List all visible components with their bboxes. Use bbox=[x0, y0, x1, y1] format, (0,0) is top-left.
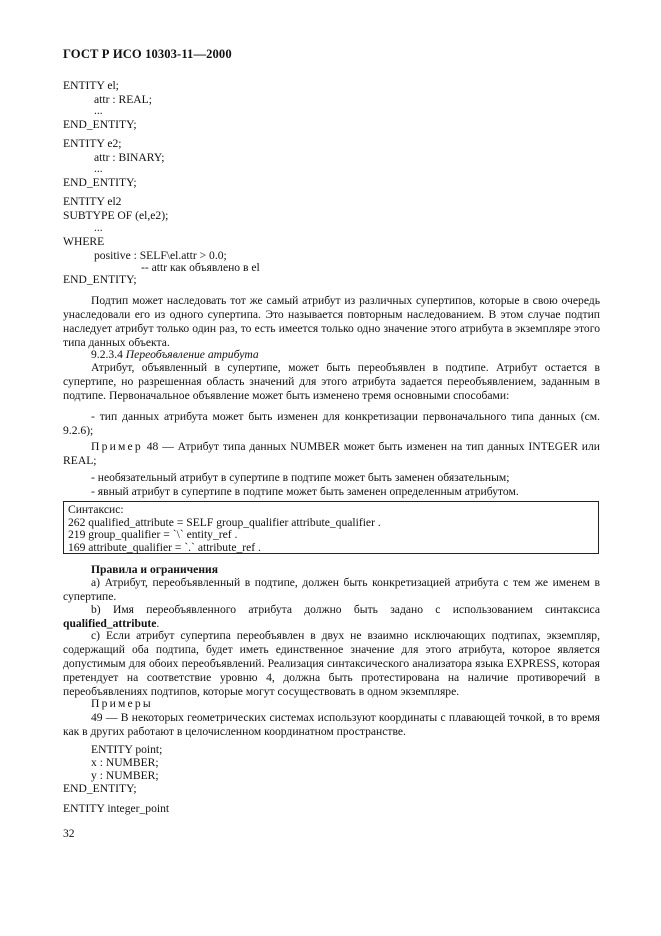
rules-heading: Правила и ограничения bbox=[91, 563, 218, 576]
document-header: ГОСТ Р ИСО 10303-11—2000 bbox=[63, 47, 232, 61]
code-line: WHERE bbox=[63, 235, 105, 248]
example-49: 49 — В некоторых геометрических системах используют координаты с плавающей точкой, в то время как в других работают в целочисленном координатном пространстве. bbox=[63, 711, 600, 738]
paragraph: Подтип может наследовать тот же самый атрибут из различных супертипов, которые в свою очередь унаследовали его из одного супертипа. Это называется повторным наследованием. В этом случае подтип наследует атрибут только один раз, то есть имеется только одно значение этого атрибута в экземпляре этого типа данных объекта. bbox=[63, 294, 600, 349]
code-line: END_ENTITY; bbox=[63, 118, 137, 131]
rule-b bbox=[63, 603, 600, 631]
examples-label: Примеры bbox=[91, 697, 153, 710]
code-line: ... bbox=[94, 162, 103, 175]
paragraph: Атрибут, объявленный в супертипе, может быть переобъявлен в подтипе. Атрибут остается в супертипе, но разрешенная область значений для этого атрибута задается переобъявлением, заданным в подтипе. Первоначальное объявление может быть изменено тремя основными способами: bbox=[63, 361, 600, 402]
section-heading bbox=[91, 348, 259, 362]
rule-b-keyword: qualified_attribute bbox=[63, 617, 157, 630]
example-text: 48 — Атрибут типа данных NUMBER может быть изменен на тип данных INTEGER или REAL; bbox=[63, 440, 600, 467]
code-line: ENTITY point; bbox=[91, 743, 163, 756]
code-line: attr : BINARY; bbox=[94, 151, 165, 164]
rule-c: c) Если атрибут супертипа переобъявлен в двух не взаимно исключающих подтипах, экземпляр, содержащий оба подтипа, будет иметь единственное значение для этого атрибута, которое является допустимым для обоих переобъявлений. Реализация синтаксического анализатора языка EXPRESS, которая претендует на соответствие уровню 4, должна быть протестирована на наличие противоречий в переобъявлениях подтипов, которые могут сосуществовать в одном экземпляре. bbox=[63, 629, 600, 698]
section-number: 9.2.3.4 bbox=[91, 348, 123, 361]
example-48 bbox=[63, 440, 600, 468]
section-title: Переобъявление атрибута bbox=[125, 348, 259, 361]
code-line: x : NUMBER; bbox=[91, 756, 159, 769]
syntax-rule: 262 qualified_attribute = SELF group_qualifier attribute_qualifier . bbox=[68, 515, 381, 529]
code-line: ENTITY e2; bbox=[63, 137, 122, 150]
rule-a: a) Атрибут, переобъявленный в подтипе, должен быть конкретизацией атрибута с тем же именем в супертипе. bbox=[63, 576, 600, 603]
code-line: ENTITY integer_point bbox=[63, 802, 170, 815]
code-line: ... bbox=[94, 221, 103, 234]
syntax-rule: 219 group_qualifier = `\` entity_ref . bbox=[68, 528, 238, 542]
code-line: END_ENTITY; bbox=[63, 273, 137, 286]
list-item: - необязательный атрибут в супертипе в подтипе может быть заменен обязательным; bbox=[91, 471, 510, 484]
code-line: ... bbox=[94, 104, 103, 117]
syntax-title: Синтаксис: bbox=[68, 503, 124, 516]
syntax-rule: 169 attribute_qualifier = `.` attribute_ref . bbox=[68, 540, 261, 554]
code-line: y : NUMBER; bbox=[91, 769, 159, 782]
code-line: SUBTYPE OF (el,e2); bbox=[63, 209, 169, 222]
rule-b-text: b) Имя переобъявленного атрибута должно быть задано с использованием синтаксиса bbox=[91, 603, 600, 616]
code-line: positive : SELF\el.attr > 0.0; bbox=[94, 249, 227, 262]
code-line: END_ENTITY; bbox=[63, 176, 137, 189]
code-comment: -- attr как объявлено в el bbox=[141, 261, 260, 274]
code-line: END_ENTITY; bbox=[63, 782, 137, 795]
list-item: - явный атрибут в супертипе в подтипе может быть заменен определенным атрибутом. bbox=[91, 485, 519, 498]
code-line: attr : REAL; bbox=[94, 93, 152, 106]
list-item: - тип данных атрибута может быть изменен для конкретизации первоначального типа данных (см. 9.2.6); bbox=[63, 410, 600, 437]
code-line: ENTITY el2 bbox=[63, 195, 122, 208]
syntax-box bbox=[63, 501, 599, 554]
page-number: 32 bbox=[63, 827, 75, 840]
code-line: ENTITY el; bbox=[63, 79, 119, 92]
example-label: Пример bbox=[91, 440, 143, 453]
rule-b-end: . bbox=[156, 617, 160, 630]
